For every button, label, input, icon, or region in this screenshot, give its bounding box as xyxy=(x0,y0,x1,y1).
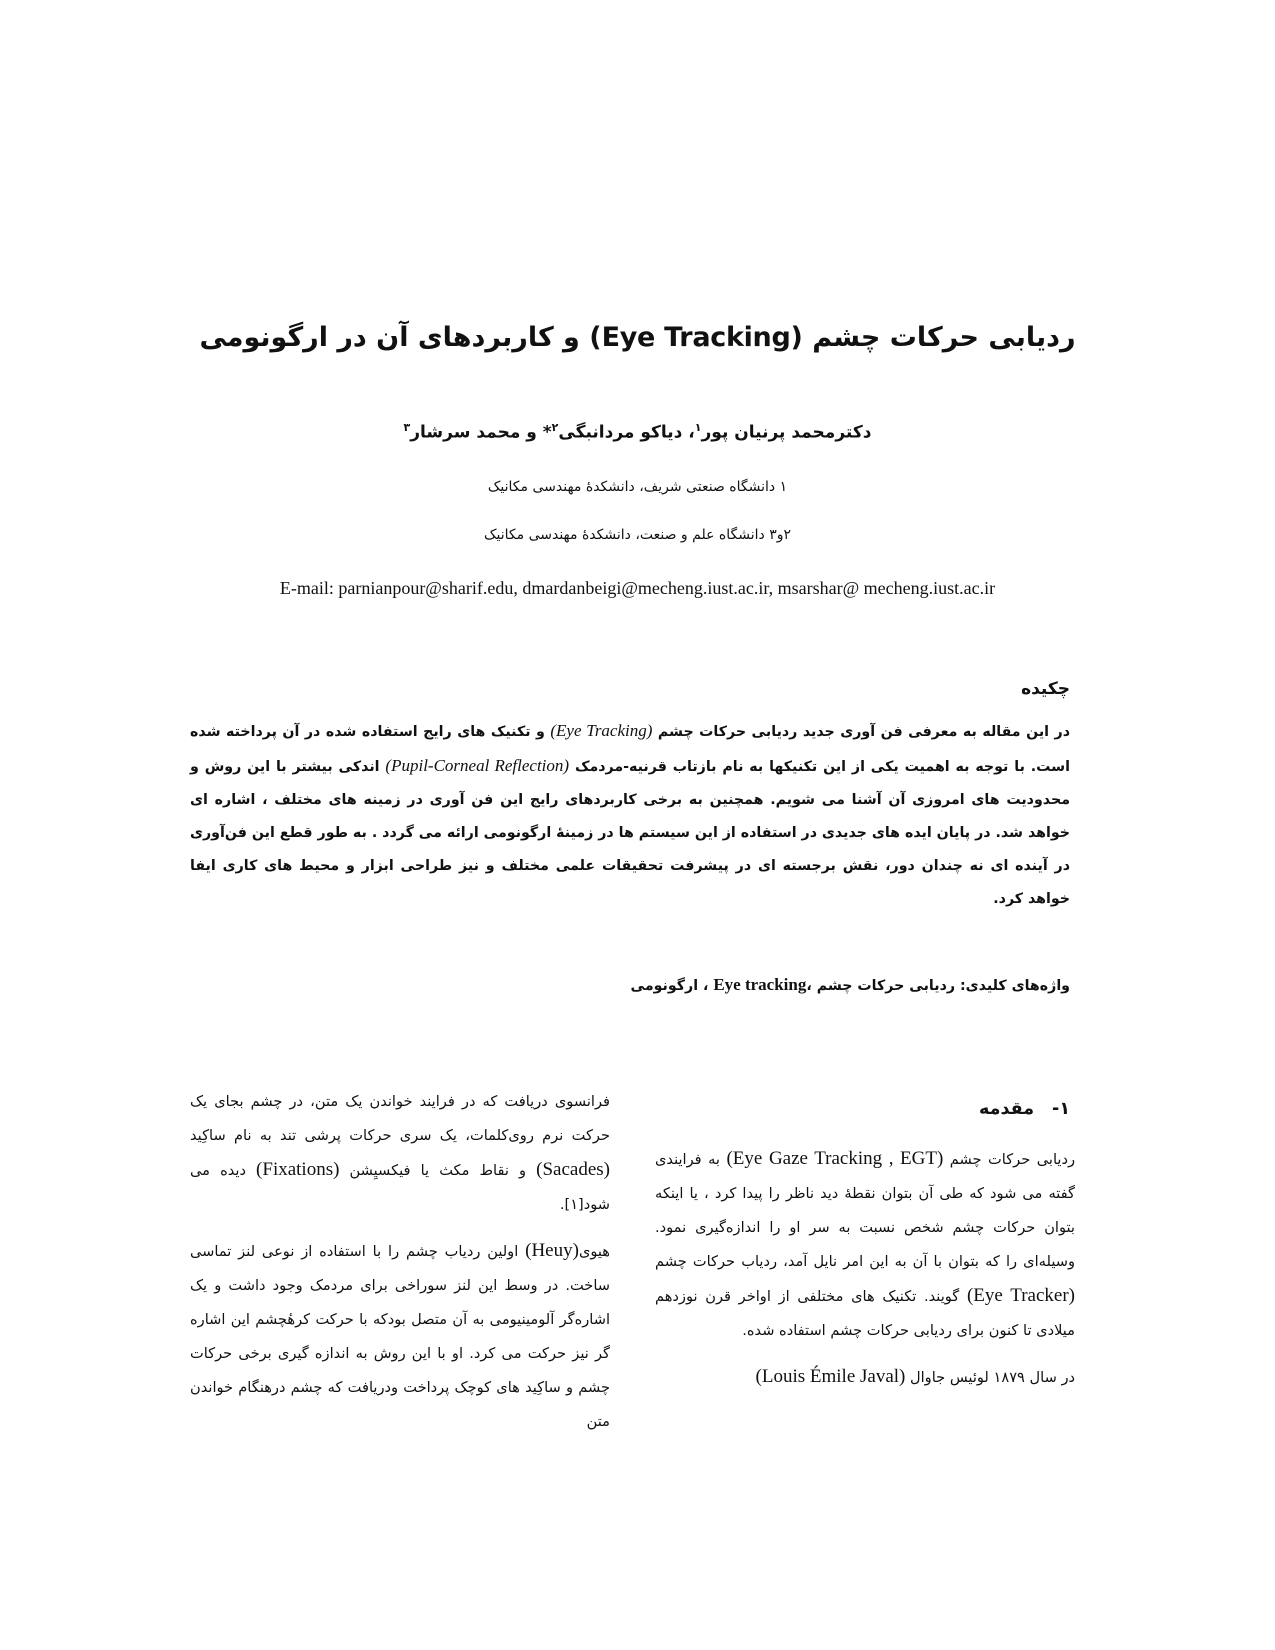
affiliation-1: ۱ دانشگاه صنعتی شریف، دانشکدهٔ مهندسی مکانیک xyxy=(487,479,788,495)
abstract-heading: چکیده xyxy=(1021,679,1070,699)
abstract-text: و تکنیک های رایج استفاده شده در آن پرداخته شده است. با توجه به اهمیت یکی از این تکنیکها به نام بازتاب قرنیه-مردمک xyxy=(190,724,1071,775)
keywords-line xyxy=(190,972,1070,999)
body-text: گویند. تکنیک های مختلفی از اواخر قرن نوزدهم میلادی تا کنون برای ردیابی حرکات چشم استفاده شده. xyxy=(655,1288,1075,1339)
affiliation-2: ۲و۳ دانشگاه علم و صنعت، دانشکدهٔ مهندسی مکانیک xyxy=(483,527,792,543)
abstract-text: اندکی بیشتر با این روش و محدودیت های امروزی آن آشنا می شویم. همچنین به برخی کاربردهای رایج این فن آوری در زمینه های مختلف ، اشاره ای خواهد شد. در پایان ایده های جدیدی در استفاده از این سیستم ها در زمینهٔ ارگونومی ارائه می گردد . به طور قطع این فن‌آوری در آینده ای نه چندان دور، نقش برجسته ای در پیشرفت تحقیقات علمی مختلف و نیز طراحی ابزار و محیط های کاری ایفا خواهد کرد. xyxy=(190,759,1070,907)
author-separator: ، xyxy=(682,422,695,443)
author-affiliation-mark: ۳ xyxy=(403,421,411,434)
body-text: در سال ۱۸۷۹ لوئیس جاوال xyxy=(905,1369,1075,1386)
paper-title: ردیابی حرکات چشم (Eye Tracking) و کاربردهای آن در ارگونومی xyxy=(199,322,1076,353)
section-title: مقدمه xyxy=(979,1099,1035,1119)
keyword-text: ، ارگونومی xyxy=(630,978,714,994)
body-text: به فرایندی گفته می شود که طی آن بتوان نقطهٔ دید ناظر را پیدا کرد ، یا اینکه بتوان حرکات چشم شخص نسبت به سر او را اندازه‌گیری نمود. وسیله‌ای را که بتوان با آن به این امر نایل آمد، ردیاب حرکات چشم xyxy=(655,1151,1075,1270)
body-text: دیده می شود[۱]. xyxy=(190,1162,610,1213)
paragraph xyxy=(190,1234,610,1439)
author-name: محمد سرشار xyxy=(410,422,521,443)
author-name: دکترمحمد پرنیان پور xyxy=(701,422,872,443)
body-text: فرانسوی دریافت که در فرایند خواندن یک متن، در چشم بجای یک حرکت نرم روی‌کلمات، یک سری حرکات پرشی تند به نام ساکِید xyxy=(190,1093,610,1144)
section-heading xyxy=(979,1095,1070,1123)
author-conjunction: و xyxy=(520,422,537,443)
paragraph xyxy=(655,1360,1075,1395)
english-term: (Fixations) xyxy=(256,1159,340,1180)
paragraph xyxy=(190,1085,610,1222)
right-column xyxy=(655,1142,1075,1407)
keywords-label: واژه‌های کلیدی: ردیابی حرکات چشم ، xyxy=(806,978,1070,994)
english-term: (Sacades) xyxy=(536,1159,610,1180)
english-term: (Eye Tracker) xyxy=(966,1285,1075,1306)
corresponding-author-mark: * xyxy=(536,422,552,443)
abstract-english-term: (Eye Tracking) xyxy=(550,721,653,740)
paragraph xyxy=(655,1142,1075,1348)
abstract-body xyxy=(190,714,1070,916)
contact-emails: E-mail: parnianpour@sharif.edu, dmardanbeigi@mecheng.iust.ac.ir, msarshar@ mecheng.iust.ac.ir xyxy=(279,578,996,598)
english-term: (Louis Émile Javal) xyxy=(755,1366,906,1387)
abstract-text: در این مقاله به معرفی فن آوری جدید ردیابی حرکات چشم xyxy=(652,724,1070,740)
author-affiliation-mark: ۱ xyxy=(694,421,702,434)
abstract-english-term: (Pupil-Corneal Reflection) xyxy=(385,756,570,775)
english-term: (Heuy) xyxy=(525,1240,579,1261)
section-number: ۱- xyxy=(1052,1099,1070,1119)
keyword-english: Eye tracking xyxy=(713,975,807,994)
body-text: اولین ردیاب چشم را با استفاده از نوعی لنز تماسی ساخت. در وسط این لنز سوراخی برای مردمک وجود داشت و یک اشاره‌گر آلومینیومی به آن متصل بودکه با حرکت کرهٔچشم این اشاره گر نیز حرکت می کرد. او با این روش به اندازه گیری برخی حرکات چشم و ساکِید های کوچک پرداخت ودریافت که چشم درهنگام خواندن متن xyxy=(190,1243,610,1430)
body-text: هیوی xyxy=(578,1243,610,1260)
author-name: دیاکو مردانبگی xyxy=(558,422,683,443)
author-affiliation-mark: ۲ xyxy=(551,421,559,434)
left-column xyxy=(190,1085,610,1451)
author-list xyxy=(180,414,1095,447)
body-text: ردیابی حرکات چشم xyxy=(943,1151,1076,1168)
english-term: (Eye Gaze Tracking , EGT) xyxy=(726,1148,944,1169)
body-text: و نقاط مکث یا فیکسیِشن xyxy=(339,1162,537,1179)
